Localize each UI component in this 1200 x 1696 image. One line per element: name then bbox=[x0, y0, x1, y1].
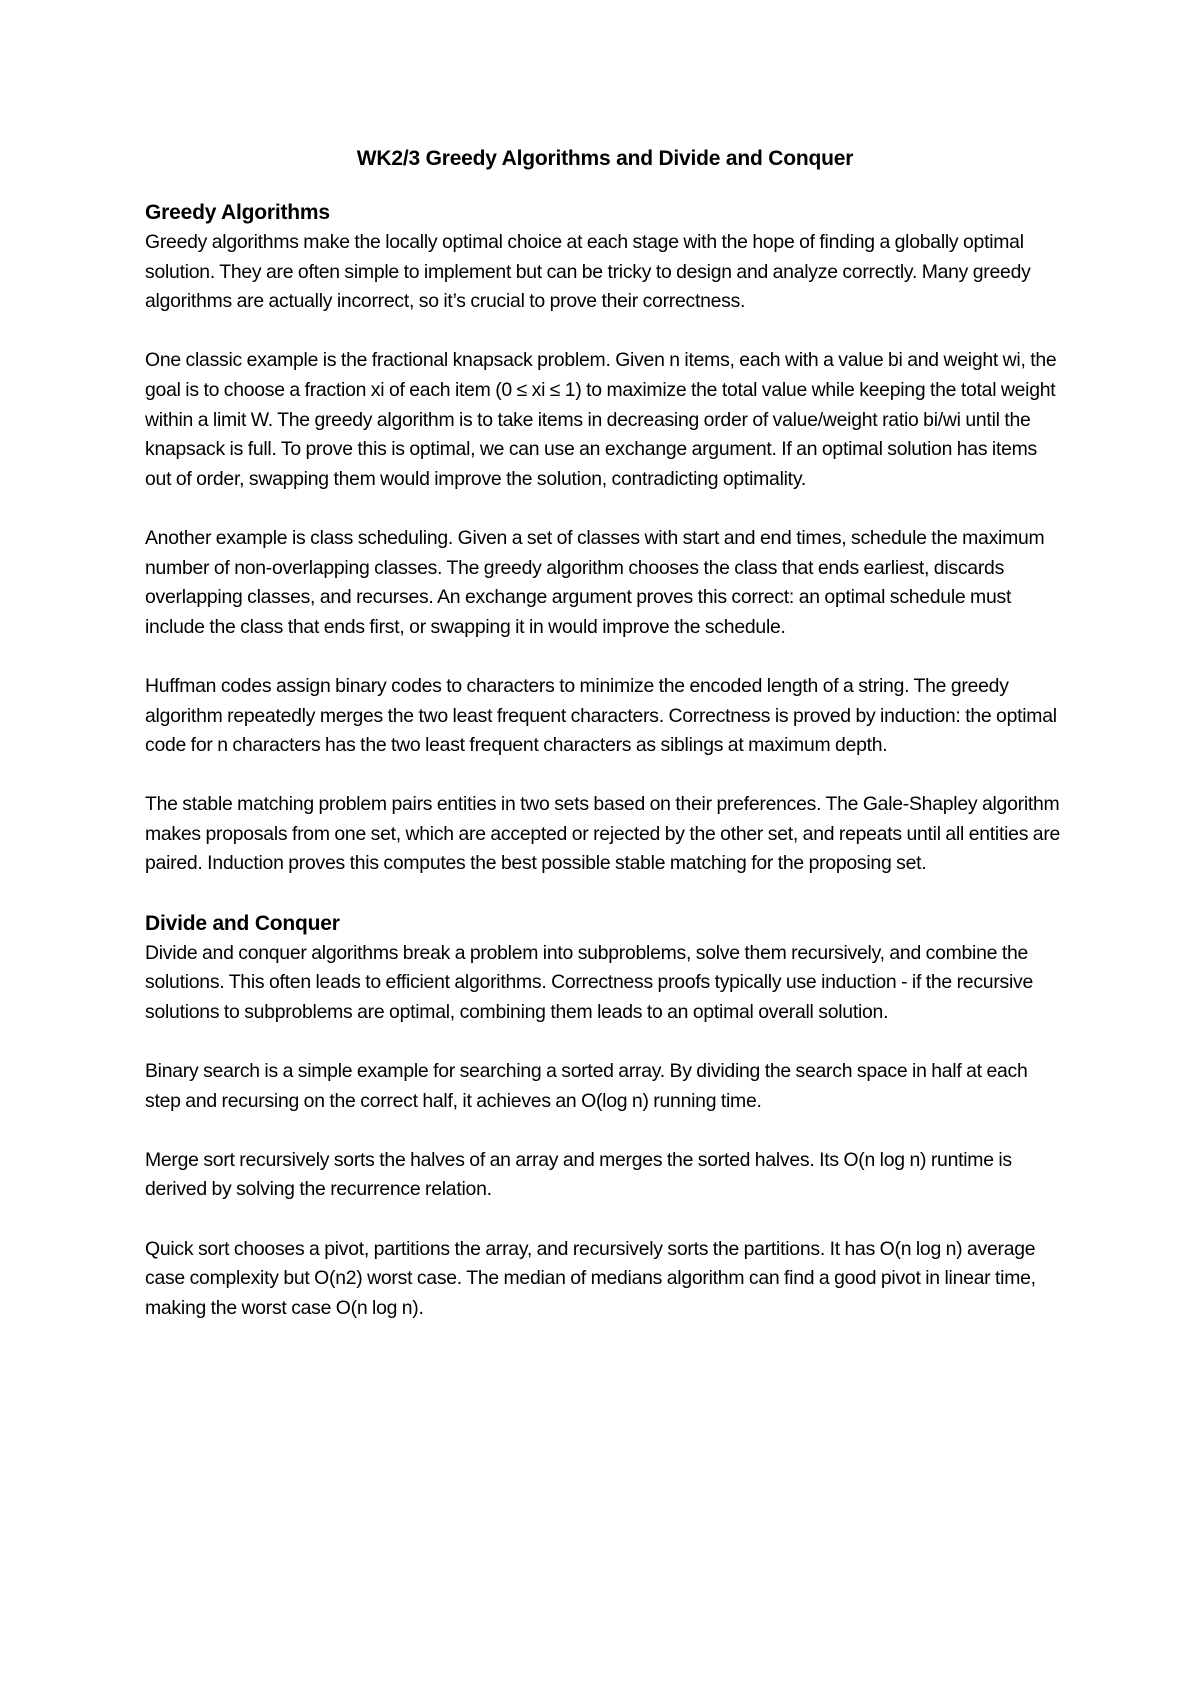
paragraph: Divide and conquer algorithms break a problem into subproblems, solve them recursively, and combine the solutions. This often leads to efficient algorithms. Correctness proofs typically use induction - if the recursive solutions to subproblems are optimal, combining them leads to an optimal overall solution. bbox=[145, 941, 1034, 1023]
paragraph: Another example is class scheduling. Given a set of classes with start and end times, schedule the maximum number of non-overlapping classes. The greedy algorithm chooses the class that ends earliest, discards overlapping classes, and recurses. An exchange argument proves this correct: an optimal schedule must include the class that ends first, or swapping it in would improve the schedule. bbox=[145, 526, 1045, 638]
paragraph: Merge sort recursively sorts the halves of an array and merges the sorted halves. Its O(n log n) runtime is derived by solving the recurrence relation. bbox=[145, 1148, 1012, 1201]
paragraph: One classic example is the fractional knapsack problem. Given n items, each with a value bi and weight wi, the goal is to choose a fraction xi of each item (0 ≤ xi ≤ 1) to maximize the total value while keeping the total weight within a limit W. The greedy algorithm is to take items in decreasing order of value/weight ratio bi/wi until the knapsack is full. To prove this is optimal, we can use an exchange argument. If an optimal solution has items out of order, swapping them would improve the solution, contradicting optimality. bbox=[145, 349, 1057, 490]
document-page bbox=[145, 144, 1065, 1353]
paragraph: The stable matching problem pairs entities in two sets based on their preferences. The Gale-Shapley algorithm makes proposals from one set, which are accepted or rejected by the other set, and repeats until all entities are paired. Induction proves this computes the best possible stable matching for the proposing set. bbox=[145, 793, 1061, 875]
section-divide-and-conquer bbox=[145, 909, 1065, 1324]
paragraph: Huffman codes assign binary codes to characters to minimize the encoded length of a string. The greedy algorithm repeatedly merges the two least frequent characters. Correctness is proved by induction: the optimal code for n characters has the two least frequent characters as siblings at maximum depth. bbox=[145, 674, 1057, 757]
section-greedy-algorithms bbox=[145, 198, 1065, 879]
section-heading: Divide and Conquer bbox=[145, 911, 340, 935]
paragraph: Greedy algorithms make the locally optimal choice at each stage with the hope of finding a globally optimal solution. They are often simple to implement but can be tricky to design and analyze correctly. Many greedy algorithms are actually incorrect, so it’s crucial to prove their correctness. bbox=[145, 231, 1031, 313]
paragraph: Binary search is a simple example for searching a sorted array. By dividing the search space in half at each step and recursing on the correct half, it achieves an O(log n) running time. bbox=[145, 1060, 1028, 1112]
section-heading: Greedy Algorithms bbox=[145, 201, 330, 224]
document-title: WK2/3 Greedy Algorithms and Divide and Conquer bbox=[356, 147, 854, 170]
paragraph: Quick sort chooses a pivot, partitions the array, and recursively sorts the partitions. It has O(n log n) average case complexity but O(n2) worst case. The median of medians algorithm can find a good pivot in linear time, making the worst case O(n log n). bbox=[145, 1237, 1036, 1319]
